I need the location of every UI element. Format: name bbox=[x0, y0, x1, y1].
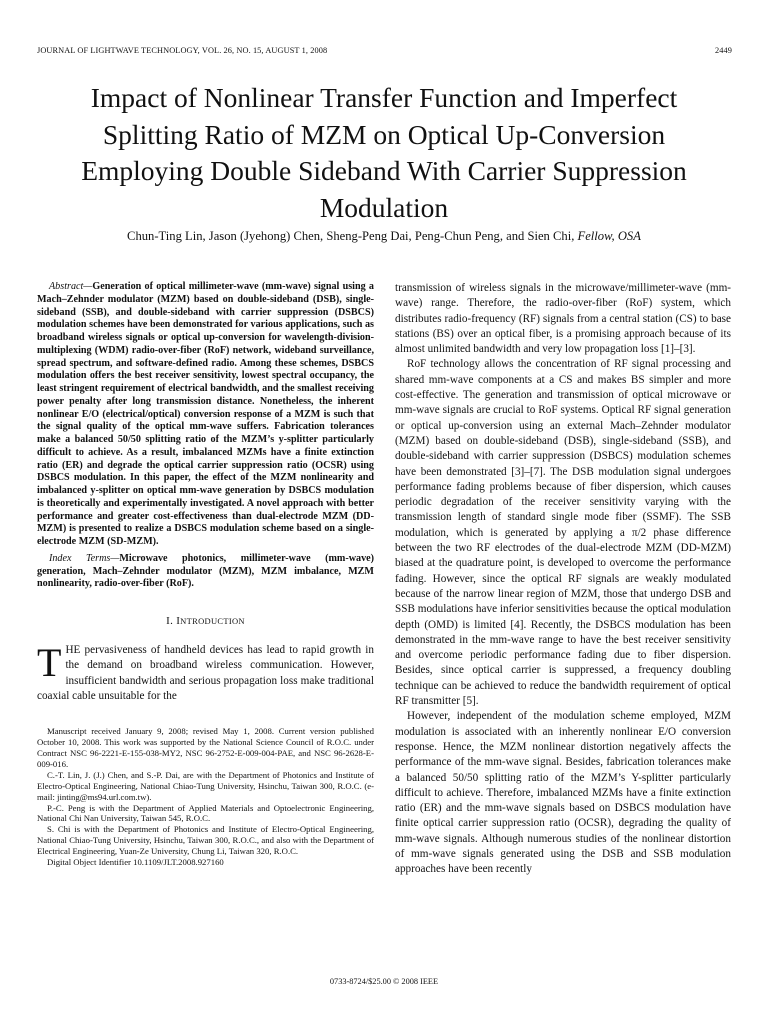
paper-title: Impact of Nonlinear Transfer Function and Imperfect Splitting Ratio of MZM on Optical Up-Conversion Employing Double Sideband With Carrier Suppression Modulation bbox=[81, 82, 687, 223]
index-terms bbox=[37, 553, 374, 591]
author-list bbox=[40, 229, 728, 244]
running-head bbox=[37, 46, 732, 55]
footnotes bbox=[37, 726, 374, 868]
abstract-label: Abstract— bbox=[49, 281, 93, 292]
author-names: Chun-Ting Lin, Jason (Jyehong) Chen, Sheng-Peng Dai, Peng-Chun Peng, and Sien Chi bbox=[127, 229, 572, 243]
footnote-doi: Digital Object Identifier 10.1109/JLT.2008.927160 bbox=[47, 857, 224, 868]
footnote-affiliation-3: S. Chi is with the Department of Photonics and Institute of Electro-Optical Engineering, National Chiao-Tung University, Hsinchu, Taiwan 300, R.O.C., and also with the Department of Electrical Engineering, Yuan-Ze University, Chung Li, Taiwan 320, R.O.C. bbox=[37, 824, 374, 857]
section-title-initial: I bbox=[176, 615, 181, 627]
index-terms-label: Index Terms— bbox=[49, 552, 120, 564]
section-title-rest: NTRODUCTION bbox=[180, 616, 245, 626]
body-paragraph: However, independent of the modulation scheme employed, MZM modulation is associated with an inherently nonlinear E/O conversion response. Hence, the MZM nonlinear distortion negatively affects the performance of the mm-wave signal. Besides, fabrication tolerances make a balanced 50/50 splitting ratio of the MZM’s Y-splitter particularly difficult to achieve. Therefore, imbalanced MZMs have a finite extinction ratio (ER) and the mm-wave signals based on DSBCS modulation have finite optical carrier suppression ratio (OCSR), degrading the quality of mm-wave signals. Although numerous studies of the nonlinear distortion of mm-wave signals generated using the DSB and SSB modulation approaches have been recently bbox=[395, 710, 731, 876]
section-heading-introduction bbox=[37, 615, 374, 627]
intro-paragraph bbox=[37, 640, 374, 704]
author-suffix: , Fellow, OSA bbox=[571, 229, 641, 243]
footnote-affiliation-2: P.-C. Peng is with the Department of Applied Materials and Optoelectronic Engineering, National Chi Nan University, Taiwan 545, R.O.C. bbox=[37, 802, 374, 824]
left-column bbox=[37, 281, 374, 868]
index-terms-text: Microwave photonics, millimeter-wave (mm-wave) generation, Mach–Zehnder modulator (MZM), MZM imbalance, MZM nonlinearity, radio-over-fiber (RoF). bbox=[37, 552, 375, 590]
footnote-affiliation-1: C.-T. Lin, J. (J.) Chen, and S.-P. Dai, are with the Department of Photonics and Institute of Electro-Optical Engineering, National Chiao-Tung University, Hsinchu, Taiwan 300, R.O.C. (e-mail: jinting@ms94.url.com.tw). bbox=[37, 769, 374, 802]
body-paragraph: transmission of wireless signals in the microwave/millimeter-wave (mm-wave) range. Therefore, the radio-over-fiber (RoF) system, which distributes radio-frequency (RF) signals from a central station (CS) to base stations (BS) over an optical fiber, is a promising approach because of its almost unlimited bandwidth and very low propagation loss [1]–[3]. bbox=[395, 282, 731, 356]
abstract bbox=[37, 281, 374, 549]
intro-text: HE pervasiveness of handheld devices has lead to rapid growth in the demand on broadband wireless communication. However, insufficient bandwidth and serious propagation loss make traditional coaxial cable unsuitable for the bbox=[37, 644, 374, 702]
body-paragraph: RoF technology allows the concentration of RF signal processing and shared mm-wave components at a CS and makes BS simpler and more cost-effective. The generation and transmission of optical microwave or mm-wave signals are crucial to RoF systems. Optical RF signal generation or optical up-conversion using an external Mach–Zehnder modulator (MZM) based on double-sideband (DSB), single-sideband (SSB), and double-sideband with carrier suppression (DSBCS) modulation schemes have been demonstrated [3]–[7]. The DSB modulation signal undergoes performance fading problems because of fiber dispersion, which causes periodic degradation of the receiver sensitivity varying with the transmission length of standard single mode fiber (SSMF). The SSB modulation, which is generated by applying a π/2 phase difference between the two RF electrodes of the dual-electrode MZM (DD-MZM) biased at the quadrature point, is developed to overcome the performance fading. However, since the optical RF signals are weakly modulated because of the narrow linear region of MZM, those that undergo DSB and SSB modulations have inferior sensitivities because the optical modulation depth (OMD) is limited [4]. Recently, the DSBCS modulation has been demonstrated in the mm-wave range to have the best receiver sensitivity and overcome periodic performance fading due to fiber dispersion. Besides, since optical carrier is suppressed, a frequency doubling technique can be achieved to reduce the bandwidth requirement of optical RF transmitter [5]. bbox=[395, 358, 731, 708]
abstract-text: Generation of optical millimeter-wave (mm-wave) signal using a Mach–Zehnder modulator (MZM) based on double-sideband (DSB), single-sideband (SSB), and double-sideband with carrier suppression (DSBCS) modulation schemes have been demonstrated for various applications, such as broadband wireless signals or optical up-conversion for wavelength-division-multiplexing (WDM) radio-over-fiber (RoF) network, wideband surveillance, spread spectrum, and software-defined radio. Among these schemes, DSBCS modulation offers the best receiver sensitivity, lowest spectral occupancy, the least stringent requirement of electrical bandwidth, and the smallest receiving power penalty after long transmission distance. Nonetheless, the inherent nonlinear E/O (electrical/optical) conversion response of a MZM is such that the signal quality of the optical mm-wave suffers. Fabrication tolerances make a balanced 50/50 splitting ratio of the MZM’s y-splitter particularly difficult to achieve. As a result, imbalanced MZMs have a finite extinction ratio (ER) and degrade the optical carrier suppression ratio (OCSR) using DSBCS modulation. In this paper, the effect of the MZM nonlinearity and imbalanced y-splitter on optical mm-wave generation by DSBCS modulation is theoretically and experimentally investigated. A novel approach with better performance and greater cost-effectiveness than dual-electrode MZM (DD-MZM) is presented to realize a DSBCS modulation scheme based on a single-electrode MZM (SD-MZM). bbox=[37, 281, 374, 547]
journal-header: JOURNAL OF LIGHTWAVE TECHNOLOGY, VOL. 26, NO. 15, AUGUST 1, 2008 bbox=[37, 46, 328, 55]
right-column bbox=[395, 281, 731, 878]
copyright-footer: 0733-8724/$25.00 © 2008 IEEE bbox=[329, 977, 439, 986]
page-number: 2449 bbox=[715, 46, 732, 55]
section-number: I. bbox=[166, 615, 174, 627]
footnote-manuscript: Manuscript received January 9, 2008; revised May 1, 2008. Current version published October 10, 2008. This work was supported by the National Science Council of R.O.C. under Contract NSC 96-2221-E-155-038-MY2, NSC 96-2752-E-009-004-PAE, and NSC 96-2628-E-009-016. bbox=[37, 726, 374, 769]
drop-cap: T bbox=[37, 640, 62, 685]
